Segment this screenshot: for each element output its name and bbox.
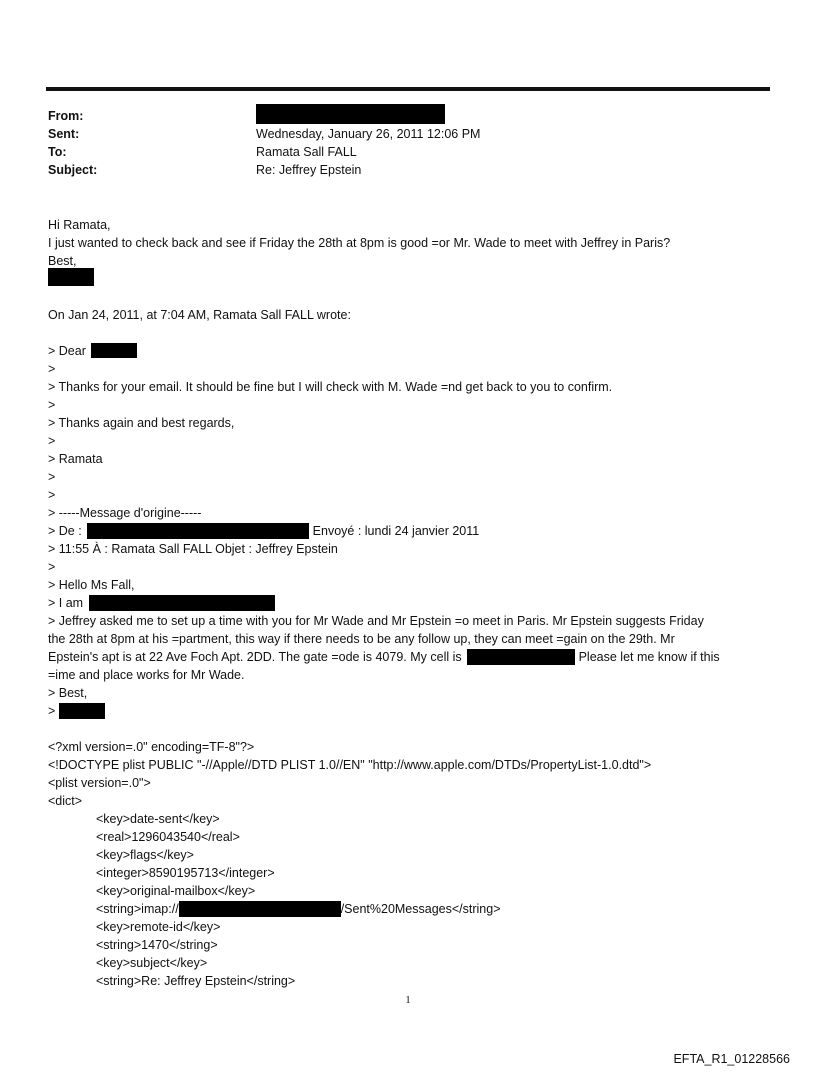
plist-dict: <dict> — [48, 794, 83, 808]
quote-hello: > Hello Ms Fall, — [48, 578, 135, 592]
quote-thanks-again: > Thanks again and best regards, — [48, 416, 235, 430]
redaction-iam — [89, 595, 275, 611]
plist-value: <real>1296043540</real> — [96, 830, 240, 844]
plist-value: <string>1470</string> — [96, 938, 218, 952]
quote-ramata: > Ramata — [48, 452, 103, 466]
redaction-de — [87, 523, 309, 539]
plist-mailbox-b: /Sent%20Messages</string> — [340, 902, 501, 916]
quote-de — [48, 522, 479, 540]
quote-blank: > — [48, 470, 56, 484]
quote-paragraph-3b: Please let me know if this — [578, 650, 720, 664]
plist-mailbox-value — [96, 900, 501, 918]
plist-doctype: <!DOCTYPE plist PUBLIC "-//Apple//DTD PLIST 1.0//EN" "http://www.apple.com/DTDs/PropertyList-1.0.dtd"> — [48, 758, 652, 772]
quote-de-text: > De : — [48, 524, 82, 538]
plist-key: <key>remote-id</key> — [96, 920, 221, 934]
quote-paragraph-4: =ime and place works for Mr Wade. — [48, 668, 245, 682]
plist-xml-decl: <?xml version=.0" encoding=TF-8"?> — [48, 740, 255, 754]
to-label: To: — [48, 145, 67, 159]
quote-envoye: Envoyé : lundi 24 janvier 2011 — [312, 524, 480, 538]
signoff: Best, — [48, 254, 77, 268]
redaction-signature — [48, 268, 94, 286]
quote-intro: On Jan 24, 2011, at 7:04 AM, Ramata Sall FALL wrote: — [48, 308, 351, 322]
quote-best: > Best, — [48, 686, 88, 700]
quote-iam-text: > I am — [48, 596, 84, 610]
plist-key: <key>date-sent</key> — [96, 812, 220, 826]
subject-label: Subject: — [48, 163, 98, 177]
to-value: Ramata Sall FALL — [256, 145, 357, 159]
redaction-mailbox — [179, 901, 341, 917]
quote-dear — [48, 342, 137, 360]
quote-gt-text: > — [48, 704, 56, 718]
body-line: I just wanted to check back and see if Friday the 28th at 8pm is good =or Mr. Wade to meet with Jeffrey in Paris? — [48, 236, 671, 250]
greeting: Hi Ramata, — [48, 218, 111, 232]
sent-value: Wednesday, January 26, 2011 12:06 PM — [256, 127, 481, 141]
plist-open: <plist version=.0"> — [48, 776, 151, 790]
quote-blank: > — [48, 434, 56, 448]
quote-time: > 11:55 À : Ramata Sall FALL Objet : Jeffrey Epstein — [48, 542, 338, 556]
quote-thanks: > Thanks for your email. It should be fine but I will check with M. Wade =nd get back to you to confirm. — [48, 380, 613, 394]
plist-key: <key>flags</key> — [96, 848, 194, 862]
quote-paragraph-2: the 28th at 8pm at his =partment, this way if there needs to be any follow up, they can meet =gain on the 29th. Mr — [48, 632, 675, 646]
subject-value: Re: Jeffrey Epstein — [256, 163, 362, 177]
plist-key: <key>subject</key> — [96, 956, 208, 970]
redaction-signature-2 — [59, 703, 105, 719]
quote-paragraph-3 — [48, 648, 720, 666]
quote-blank: > — [48, 362, 56, 376]
header-rule — [46, 87, 770, 91]
quote-paragraph-1: > Jeffrey asked me to set up a time with you for Mr Wade and Mr Epstein =o meet in Paris. Mr Epstein suggests Friday — [48, 614, 704, 628]
quote-iam — [48, 594, 275, 612]
redaction-cell — [467, 649, 575, 665]
quote-blank: > — [48, 488, 56, 502]
quote-gt — [48, 702, 105, 720]
quote-dear-text: > Dear — [48, 344, 86, 358]
plist-value: <integer>8590195713</integer> — [96, 866, 275, 880]
redaction-from — [256, 104, 445, 124]
sent-label: Sent: — [48, 127, 80, 141]
plist-mailbox-a: <string>imap:// — [96, 902, 179, 916]
page-number: 1 — [405, 994, 411, 1006]
from-label: From: — [48, 109, 84, 123]
quote-paragraph-3a: Epstein's apt is at 22 Ave Foch Apt. 2DD. The gate =ode is 4079. My cell is — [48, 650, 462, 664]
redaction-dear — [91, 343, 137, 358]
quote-original: > -----Message d'origine----- — [48, 506, 202, 520]
plist-key: <key>original-mailbox</key> — [96, 884, 256, 898]
quote-blank: > — [48, 560, 56, 574]
bates-number: EFTA_R1_01228566 — [673, 1052, 790, 1066]
plist-value: <string>Re: Jeffrey Epstein</string> — [96, 974, 296, 988]
quote-blank: > — [48, 398, 56, 412]
